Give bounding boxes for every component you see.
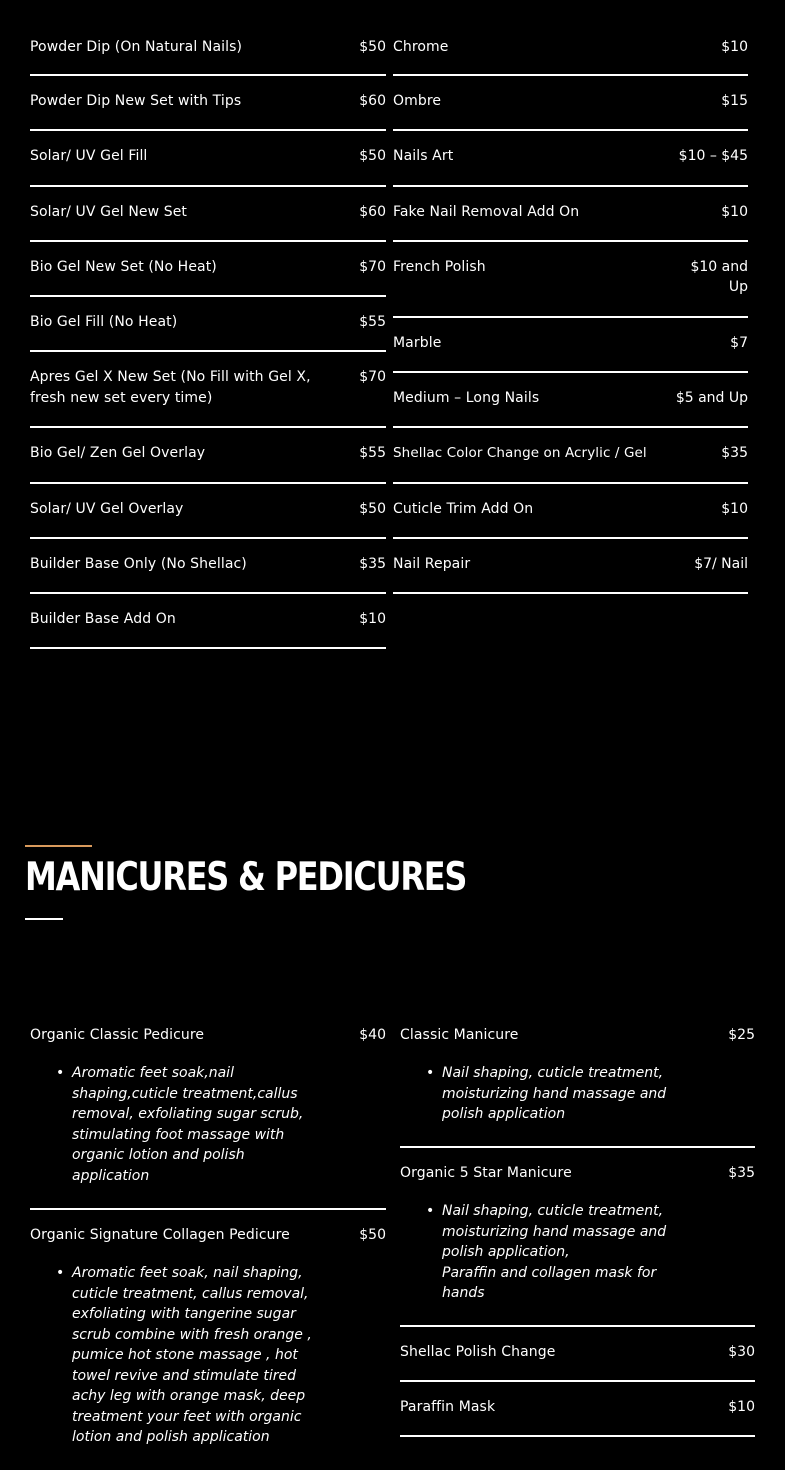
service-price: $10 – $45 <box>678 148 748 164</box>
service-name: Apres Gel X New Set (No Fill with Gel X, fresh new set every time) <box>30 369 311 406</box>
service-name: Chrome <box>393 39 449 55</box>
service-name: Shellac Polish Change <box>400 1344 556 1360</box>
service-description: • Aromatic feet soak, nail shaping, cuticle treatment, callus removal, exfoliating with tangerine sugar scrub combine with fresh orange , pumice hot stone massage , hot towel revive and stimulate tired achy leg with orange mask, deep treatment your feet with organic lotion and polish application <box>72 1263 316 1448</box>
service-row <box>393 318 748 373</box>
service-name: Ombre <box>393 93 442 109</box>
service-description-list <box>30 1063 304 1186</box>
service-name: Shellac Color Change on Acrylic / Gel <box>393 445 647 461</box>
section-title: MANICURES & PEDICURES <box>25 855 467 900</box>
service-name: Nail Repair <box>393 556 471 572</box>
service-row <box>393 484 748 539</box>
service-row <box>30 76 386 131</box>
service-row <box>30 484 386 539</box>
service-price: $70 <box>359 259 386 275</box>
right-services-column <box>393 26 748 594</box>
service-description: • Nail shaping, cuticle treatment, moisturizing hand massage and polish application <box>442 1063 670 1125</box>
service-row <box>393 242 748 318</box>
service-price: $10 <box>721 204 748 220</box>
service-name: Organic 5 Star Manicure <box>400 1165 572 1181</box>
section-underline <box>25 918 63 920</box>
service-row <box>30 131 386 187</box>
service-row <box>393 373 748 428</box>
service-price: $50 <box>359 39 386 55</box>
service-row <box>393 539 748 594</box>
service-name: Fake Nail Removal Add On <box>393 204 580 220</box>
service-price: $70 <box>359 369 386 385</box>
service-description-list <box>30 1263 316 1448</box>
manicures-column <box>400 1025 755 1437</box>
service-price: $40 <box>359 1027 386 1043</box>
service-price: $55 <box>359 314 386 330</box>
service-row <box>400 1327 755 1382</box>
service-price: $60 <box>359 204 386 220</box>
service-row <box>393 187 748 242</box>
service-price: $10 <box>721 501 748 517</box>
service-name: Marble <box>393 335 442 351</box>
service-price: $35 <box>728 1165 755 1181</box>
service-name: Medium – Long Nails <box>393 390 540 406</box>
service-row <box>30 1210 386 1470</box>
service-row <box>393 76 748 131</box>
service-price: $15 <box>721 93 748 109</box>
service-price: $10 <box>721 39 748 55</box>
service-name: Classic Manicure <box>400 1027 519 1043</box>
section-accent-line <box>25 845 92 847</box>
service-row <box>30 539 386 594</box>
service-name: Solar/ UV Gel Overlay <box>30 501 184 517</box>
service-row <box>30 1025 386 1210</box>
service-price: $7/ Nail <box>694 556 748 572</box>
service-name: Paraffin Mask <box>400 1399 496 1415</box>
service-price: $7 <box>730 335 748 351</box>
service-price: $60 <box>359 93 386 109</box>
service-price: $50 <box>359 148 386 164</box>
service-row <box>400 1025 755 1148</box>
service-row <box>393 26 748 76</box>
service-row <box>30 352 386 428</box>
service-price: $35 <box>359 556 386 572</box>
service-price: $50 <box>359 1227 386 1243</box>
service-name: Organic Signature Collagen Pedicure <box>30 1227 290 1243</box>
service-description-list <box>400 1063 670 1125</box>
service-name: Solar/ UV Gel Fill <box>30 148 148 164</box>
service-description: • Aromatic feet soak,nail shaping,cuticle treatment,callus removal, exfoliating sugar scrub, stimulating foot massage with organic lotion and polish application <box>72 1063 304 1186</box>
service-name: Builder Base Only (No Shellac) <box>30 556 247 572</box>
service-description-list <box>400 1201 670 1304</box>
service-description-line: Paraffin and collagen mask for hands <box>442 1264 657 1301</box>
service-row <box>30 242 386 297</box>
service-name: Powder Dip (On Natural Nails) <box>30 39 243 55</box>
service-row <box>30 297 386 352</box>
service-name: Builder Base Add On <box>30 611 176 627</box>
service-name: Nails Art <box>393 148 454 164</box>
service-name: French Polish <box>393 259 486 275</box>
service-description-line: Nail shaping, cuticle treatment, moisturizing hand massage and polish application, <box>442 1203 667 1260</box>
service-name: Bio Gel/ Zen Gel Overlay <box>30 445 206 461</box>
service-name: Bio Gel Fill (No Heat) <box>30 314 178 330</box>
service-price: $10 and Up <box>690 259 748 295</box>
service-row <box>30 428 386 484</box>
service-row <box>30 26 386 76</box>
service-name: Powder Dip New Set with Tips <box>30 93 242 109</box>
service-price: $5 and Up <box>675 390 748 406</box>
pedicures-column <box>30 1025 386 1470</box>
service-description <box>442 1201 670 1304</box>
left-services-column <box>30 26 386 649</box>
service-price: $50 <box>359 501 386 517</box>
service-row <box>393 428 748 484</box>
service-row <box>400 1148 755 1327</box>
service-price: $10 <box>728 1399 755 1415</box>
service-row <box>400 1382 755 1437</box>
service-row <box>30 594 386 649</box>
service-price: $35 <box>721 445 748 461</box>
service-price: $30 <box>728 1344 755 1360</box>
service-name: Solar/ UV Gel New Set <box>30 204 187 220</box>
service-row <box>30 187 386 242</box>
service-price: $10 <box>359 611 386 627</box>
service-name: Organic Classic Pedicure <box>30 1027 205 1043</box>
service-price: $25 <box>728 1027 755 1043</box>
service-price: $55 <box>359 445 386 461</box>
service-name: Cuticle Trim Add On <box>393 501 534 517</box>
service-row <box>393 131 748 187</box>
service-name: Bio Gel New Set (No Heat) <box>30 259 217 275</box>
